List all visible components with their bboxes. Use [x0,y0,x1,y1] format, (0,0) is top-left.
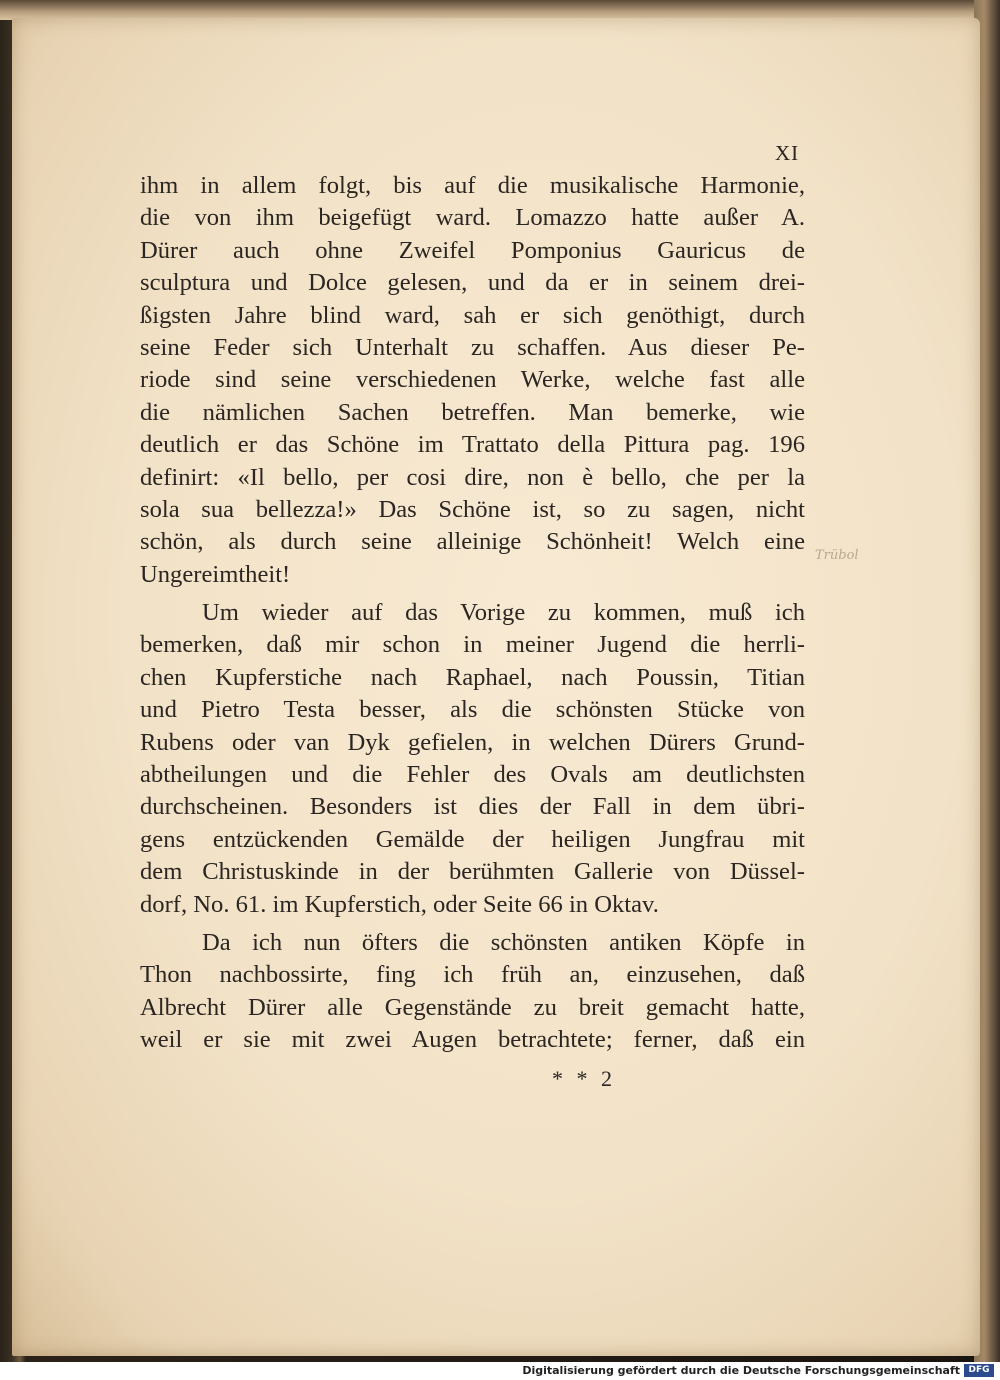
text-line: chen Kupferstiche nach Raphael, nach Poussin, Titian [140,663,805,691]
text-line: seine Feder sich Unterhalt zu schaffen. Aus dieser Pe- [140,333,805,361]
text-line: die nämlichen Sachen betreffen. Man bemerke, wie [140,398,805,426]
text-line: Da ich nun öfters die schönsten antiken Köpfe in [202,928,805,956]
text-line: durchscheinen. Besonders ist dies der Fall in dem übri- [140,793,805,821]
margin-annotation: Trübol [815,548,859,563]
text-line: gens entzückenden Gemälde der heiligen Jungfrau mit [140,825,805,853]
page-number: XI [775,141,800,165]
text-line: deutlich er das Schöne im Trattato della Pittura pag. 196 [140,431,805,459]
text-line: Um wieder auf das Vorige zu kommen, muß ich [202,599,805,627]
text-line: Rubens oder van Dyk gefielen, in welchen Dürers Grund- [140,728,805,756]
text-line: weil er sie mit zwei Augen betrachtete; ferner, daß ein [140,1026,805,1054]
body-text [140,170,805,1057]
footer-credit: Digitalisierung gefördert durch die Deutsche Forschungsgemeinschaft [522,1364,960,1377]
text-line: schön, als durch seine alleinige Schönheit! Welch eine [140,528,805,556]
text-line: Thon nachbossirte, fing ich früh an, einzusehen, daß [140,961,805,989]
text-line: ßigsten Jahre blind ward, sah er sich genöthigt, durch [140,301,805,329]
text-line: Ungereimtheit! [140,560,291,588]
text-line: ihm in allem folgt, bis auf die musikalische Harmonie, [140,172,805,199]
signature-mark: * * 2 [552,1066,616,1091]
text-line: dem Christuskinde in der berühmten Gallerie von Düssel- [140,858,805,886]
text-line: sculptura und Dolce gelesen, und da er in seinem drei- [140,269,805,297]
text-line: Albrecht Dürer alle Gegenstände zu breit gemacht hatte, [140,993,805,1021]
text-line: sola sua bellezza!» Das Schöne ist, so zu sagen, nicht [140,495,805,523]
text-line: riode sind seine verschiedenen Werke, welche fast alle [140,366,805,394]
text-line: abtheilungen und die Fehler des Ovals am deutlichsten [140,761,805,789]
text-line: die von ihm beigefügt ward. Lomazzo hatte außer A. [140,204,805,232]
text-line: bemerken, daß mir schon in meiner Jugend die herrli- [140,631,805,659]
text-line: dorf, No. 61. im Kupferstich, oder Seite 66 in Oktav. [140,890,659,918]
page-top-edge [0,0,1000,20]
dfg-logo: DFG [964,1364,994,1377]
text-line: Dürer auch ohne Zweifel Pomponius Gauricus de [140,236,805,264]
text-line: und Pietro Testa besser, als die schönsten Stücke von [140,696,805,724]
text-line: definirt: «Il bello, per cosi dire, non è bello, che per la [140,463,805,491]
